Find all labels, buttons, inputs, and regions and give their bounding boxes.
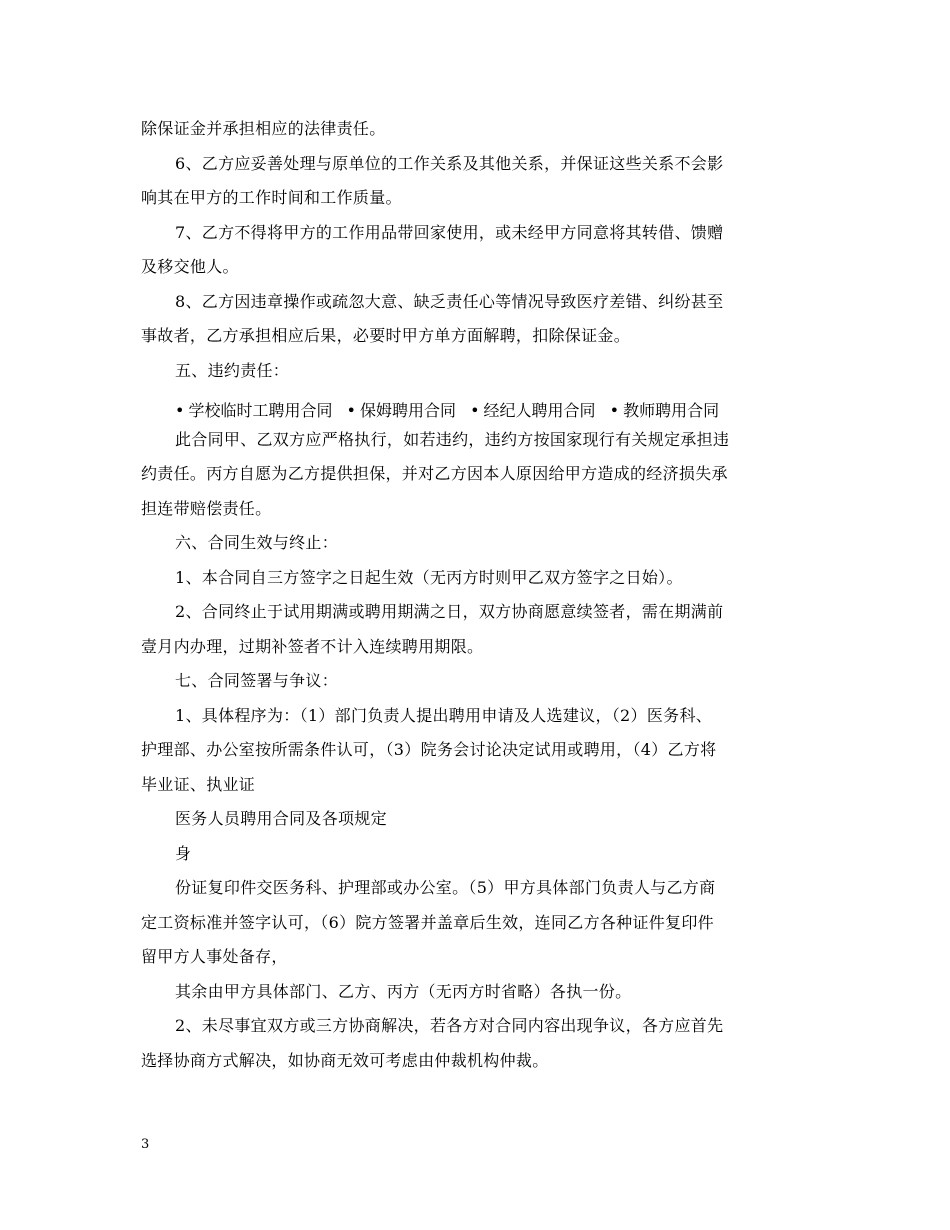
section-heading-effect: 六、合同生效与终止： — [175, 533, 339, 552]
related-link-label: 经纪人聘用合同 — [483, 401, 596, 420]
related-link[interactable] — [175, 401, 332, 420]
paragraph-line: 事故者，乙方承担相应后果，必要时甲方单方面解聘，扣除保证金。 — [141, 326, 631, 345]
bullet-icon: • — [609, 401, 620, 420]
related-link-label: 学校临时工聘用合同 — [188, 401, 333, 420]
paragraph-line: 选择协商方式解决，如协商无效可考虑由仲裁机构仲裁。 — [141, 1051, 549, 1070]
page-number: 3 — [141, 1137, 150, 1152]
section-heading-breach: 五、违约责任： — [175, 361, 290, 380]
paragraph-line: 留甲方人事处备存， — [141, 947, 288, 966]
paragraph-line: 1、具体程序为：（1）部门负责人提出聘用申请及人选建议，（2）医务科、 — [175, 706, 713, 725]
paragraph-line: 1、本合同自三方签字之日起生效（无丙方时则甲乙双方签字之日始）。 — [175, 568, 683, 587]
related-link[interactable] — [347, 401, 456, 420]
bullet-icon: • — [175, 401, 185, 420]
clause-8-line: 8、乙方因违章操作或疏忽大意、缺乏责任心等情况导致医疗差错、纠纷甚至 — [175, 292, 724, 311]
related-link[interactable] — [470, 401, 595, 420]
bullet-icon: • — [470, 401, 480, 420]
paragraph-line: 响其在甲方的工作时间和工作质量。 — [141, 188, 402, 207]
paragraph-line: 2、合同终止于试用期满或聘用期满之日，双方协商愿意续签者，需在期满前 — [175, 602, 724, 621]
paragraph-line: 担连带赔偿责任。 — [141, 499, 272, 518]
paragraph-line: 其余由甲方具体部门、乙方、丙方（无丙方时省略）各执一份。 — [175, 982, 632, 1001]
related-link[interactable] — [610, 401, 719, 420]
clause-7-line: 7、乙方不得将甲方的工作用品带回家使用，或未经甲方同意将其转借、馈赠 — [175, 223, 724, 242]
paragraph-line: 此合同甲、乙双方应严格执行，如若违约，违约方按国家现行有关规定承担违 — [175, 430, 730, 449]
paragraph-line: 2、未尽事宜双方或三方协商解决，若各方对合同内容出现争议，各方应首先 — [175, 1016, 724, 1035]
paragraph-line: 份证复印件交医务科、护理部或办公室。（5）甲方具体部门负责人与乙方商 — [175, 878, 716, 897]
paragraph-line: 身 — [175, 844, 192, 863]
related-link-label: 教师聘用合同 — [623, 401, 720, 420]
section-heading-signing: 七、合同签署与争议： — [175, 671, 339, 690]
clause-6-line: 6、乙方应妥善处理与原单位的工作关系及其他关系，并保证这些关系不会影 — [175, 154, 724, 173]
paragraph-line: 定工资标准并签字认可，（6）院方签署并盖章后生效，连同乙方各种证件复印件 — [141, 913, 714, 932]
paragraph-line: 约责任。丙方自愿为乙方提供担保，并对乙方因本人原因给甲方造成的经济损失承 — [141, 464, 728, 483]
related-link-label: 保姆聘用合同 — [359, 401, 456, 420]
paragraph-line: 除保证金并承担相应的法律责任。 — [141, 119, 386, 138]
paragraph-line: 及移交他人。 — [141, 257, 239, 276]
paragraph-line: 护理部、办公室按所需条件认可，（3）院务会讨论决定试用或聘用，（4）乙方将 — [141, 740, 717, 759]
bullet-icon: • — [346, 401, 356, 420]
paragraph-line: 毕业证、执业证 — [141, 775, 256, 794]
paragraph-line: 医务人员聘用合同及各项规定 — [175, 809, 387, 828]
paragraph-line: 壹月内办理，过期补签者不计入连续聘用期限。 — [141, 637, 484, 656]
